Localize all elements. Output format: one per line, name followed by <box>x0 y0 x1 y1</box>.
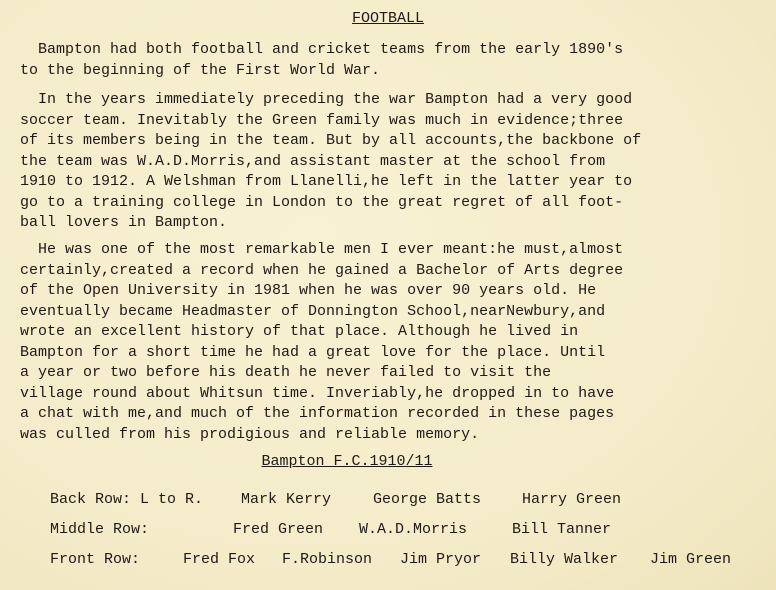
player-name: Jim Pryor <box>400 551 482 568</box>
player-name: Bill Tanner <box>512 521 612 538</box>
player-name: Fred Green <box>233 521 324 538</box>
player-name: George Batts <box>373 491 482 508</box>
player-name: Mark Kerry <box>241 491 332 508</box>
team-row-middle <box>0 521 776 543</box>
team-row-front <box>0 551 776 573</box>
team-title: Bampton F.C.1910/11 <box>261 453 433 470</box>
row-label: Middle Row: <box>50 521 150 538</box>
team-row-back <box>0 491 776 513</box>
paragraph-morris: He was one of the most remarkable men I ever meant:he must,almost certainly,created a record when he gained a Bachelor of Arts degree of the Open University in 1981 when he was over 90 years old. He eventually became Headmaster of Donnington School,nearNewbury,and wrote an excellent history of that place. Although he lived in Bampton for a short time he had a great love for the place. Until a year or two before his death he never failed to visit the village round about Whitsun time. Inveriably,he dropped in to have a chat with me,and much of the information recorded in these pages was culled from his prodigious and reliable memory. <box>20 241 624 443</box>
player-name: Billy Walker <box>510 551 619 568</box>
player-name: Fred Fox <box>183 551 256 568</box>
player-name: Jim Green <box>650 551 732 568</box>
player-name: F.Robinson <box>282 551 373 568</box>
player-name: Harry Green <box>522 491 622 508</box>
paragraph-intro: Bampton had both football and cricket teams from the early 1890's to the beginning of the First World War. <box>20 41 624 79</box>
row-label: Back Row: L to R. <box>50 491 204 508</box>
row-label: Front Row: <box>50 551 141 568</box>
page-title: FOOTBALL <box>351 10 424 27</box>
paragraph-soccer-team: In the years immediately preceding the war Bampton had a very good soccer team. Inevitably the Green family was much in evidence;three of its members being in the team. But by all accounts,the backbone of the team was W.A.D.Morris,and assistant master at the school from 1910 to 1912. A Welshman from Llanelli,he left in the latter year to go to a training college in London to the great regret of all foot- ball lovers in Bampton. <box>20 91 642 231</box>
player-name: W.A.D.Morris <box>359 521 468 538</box>
